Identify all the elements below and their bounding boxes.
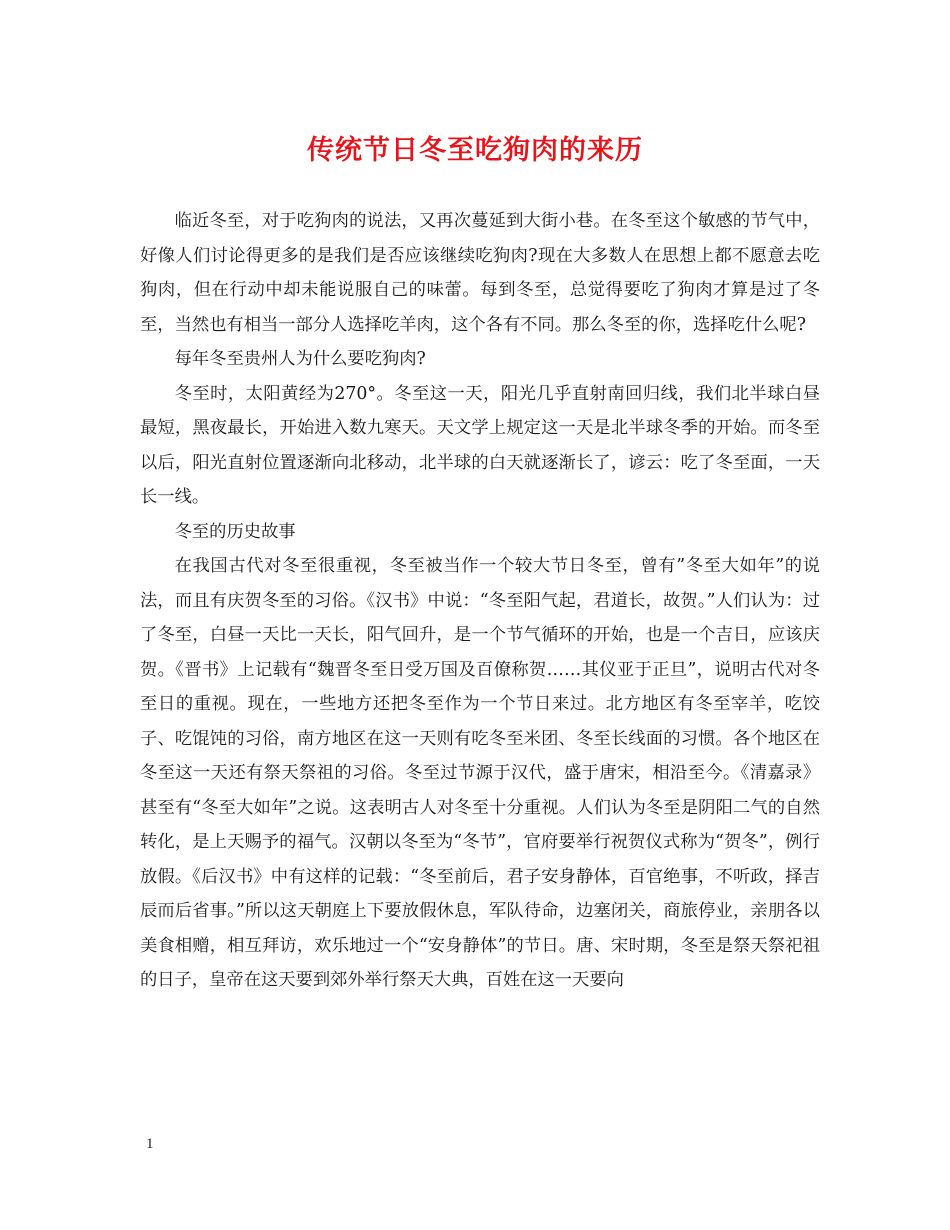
paragraph-history: 在我国古代对冬至很重视，冬至被当作一个较大节日冬至，曾有”冬至大如年”的说法，而且有庆贺冬至的习俗。《汉书》中说：“冬至阳气起，君道长，故贺。”人们认为：过了冬至，白昼一天比一天长，阳气回升，是一个节气循环的开始，也是一个吉日，应该庆贺。《晋书》上记载有“魏晋冬至日受万国及百僚称贺……其仪亚于正旦”，说明古代对冬至日的重视。现在，一些地方还把冬至作为一个节日来过。北方地区有冬至宰羊，吃饺子、吃馄饨的习俗，南方地区在这一天则有吃冬至米团、冬至长线面的习惯。各个地区在冬至这一天还有祭天祭祖的习俗。冬至过节源于汉代，盛于唐宋，相沿至今。《清嘉录》甚至有“冬至大如年”之说。这表明古人对冬至十分重视。人们认为冬至是阴阳二气的自然转化，是上天赐予的福气。汉朝以冬至为“冬节”，官府要举行祝贺仪式称为“贺冬”，例行放假。《后汉书》中有这样的记载：“冬至前后，君子安身静体，百官绝事，不听政，择吉辰而后省事。”所以这天朝庭上下要放假休息，军队待命，边塞闭关，商旅停业，亲朋各以美食相赠，相互拜访，欢乐地过一个“安身静体”的节日。唐、宋时期，冬至是祭天祭祀祖的日子，皇帝在这天要到郊外举行祭天大典，百姓在这一天要向: [140, 556, 820, 990]
document-body: [140, 204, 820, 998]
paragraph-intro: 临近冬至，对于吃狗肉的说法，又再次蔓延到大街小巷。在冬至这个敏感的节气中，好像人们讨论得更多的是我们是否应该继续吃狗肉?现在大多数人在思想上都不愿意去吃狗肉，但在行动中却未能说服自己的味蕾。每到冬至，总觉得要吃了狗肉才算是过了冬至，当然也有相当一部分人选择吃羊肉，这个各有不同。那么冬至的你，选择吃什么呢?: [140, 211, 820, 335]
page-number: 1: [146, 1136, 154, 1152]
paragraph-question: 每年冬至贵州人为什么要吃狗肉?: [174, 349, 426, 369]
paragraph-solstice-astronomy: 冬至时，太阳黄经为270°。冬至这一天，阳光几乎直射南回归线，我们北半球白昼最短，黑夜最长，开始进入数九寒天。天文学上规定这一天是北半球冬季的开始。而冬至以后，阳光直射位置逐渐向北移动，北半球的白天就逐渐长了，谚云：吃了冬至面，一天长一线。: [140, 383, 820, 507]
document-title: 传统节日冬至吃狗肉的来历: [307, 135, 643, 166]
paragraph-history-heading: 冬至的历史故事: [174, 521, 296, 542]
